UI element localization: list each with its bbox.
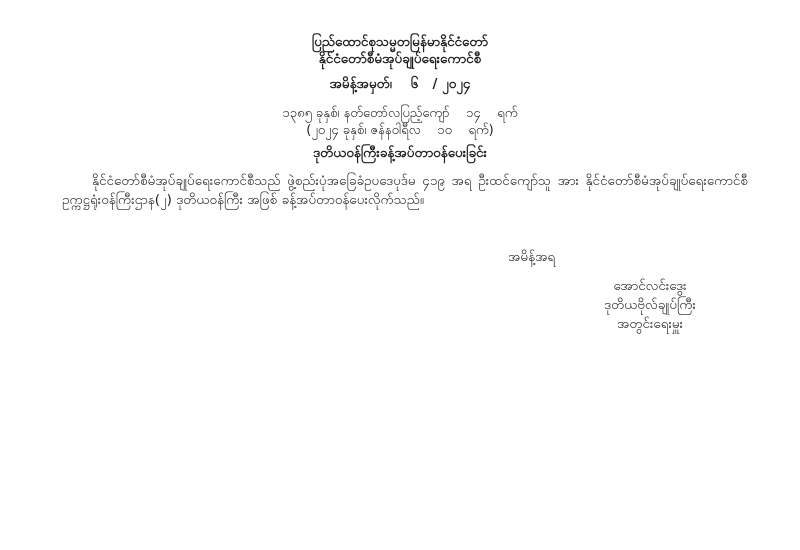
by-order-label: အမိန့်အရ (508, 249, 556, 265)
signature-block (0, 248, 800, 334)
gregorian-calendar-date: (၂၀၂၄ ခုနှစ်၊ ဇန်နဝါရီလ ၁၀ ရက်) (306, 123, 494, 138)
signatory-lines (500, 277, 800, 334)
signatory-rank: ဒုတိယဗိုလ်ချုပ်ကြီး (604, 297, 696, 313)
document-header (0, 0, 800, 95)
body-paragraph: နိုင်ငံတော်စီမံအုပ်ချုပ်ရေးကောင်စီသည် ဖွဲ့စည်းပုံအခြေခံဥပဒေပုဒ်မ ၄၁၉ အရ ဦးထင်ကျော်သူ အား နိုင်ငံတော်စီမံအုပ်ချုပ်ရေးကောင်စီဥက္ကဋ္ဌရုံးဝန်ကြီးဌာန(၂) ဒုတိယဝန်ကြီး အဖြစ် ခန့်အပ်တာဝန်ပေးလိုက်သည်။ (62, 173, 748, 208)
date-block (0, 105, 800, 139)
order-number-line: အမိန့်အမှတ်၊ ၆ / ၂၀၂၄ (329, 76, 471, 92)
signatory-name: အောင်လင်းဒွေး (613, 278, 687, 294)
signatory-title: အတွင်းရေးမှူး (616, 316, 684, 332)
council-title: နိုင်ငံတော်စီမံအုပ်ချုပ်ရေးကောင်စီ (318, 51, 482, 67)
subject-line: ဒုတိယဝန်ကြီးခန့်အပ်တာဝန်ပေးခြင်း (313, 145, 487, 161)
myanmar-calendar-date: ၁၃၈၅ ခုနှစ်၊ နတ်တော်လပြည့်ကျော် ၁၄ ရက် (282, 106, 518, 121)
country-title: ပြည်ထောင်စုသမ္မတမြန်မာနိုင်ငံတော် (311, 34, 489, 50)
